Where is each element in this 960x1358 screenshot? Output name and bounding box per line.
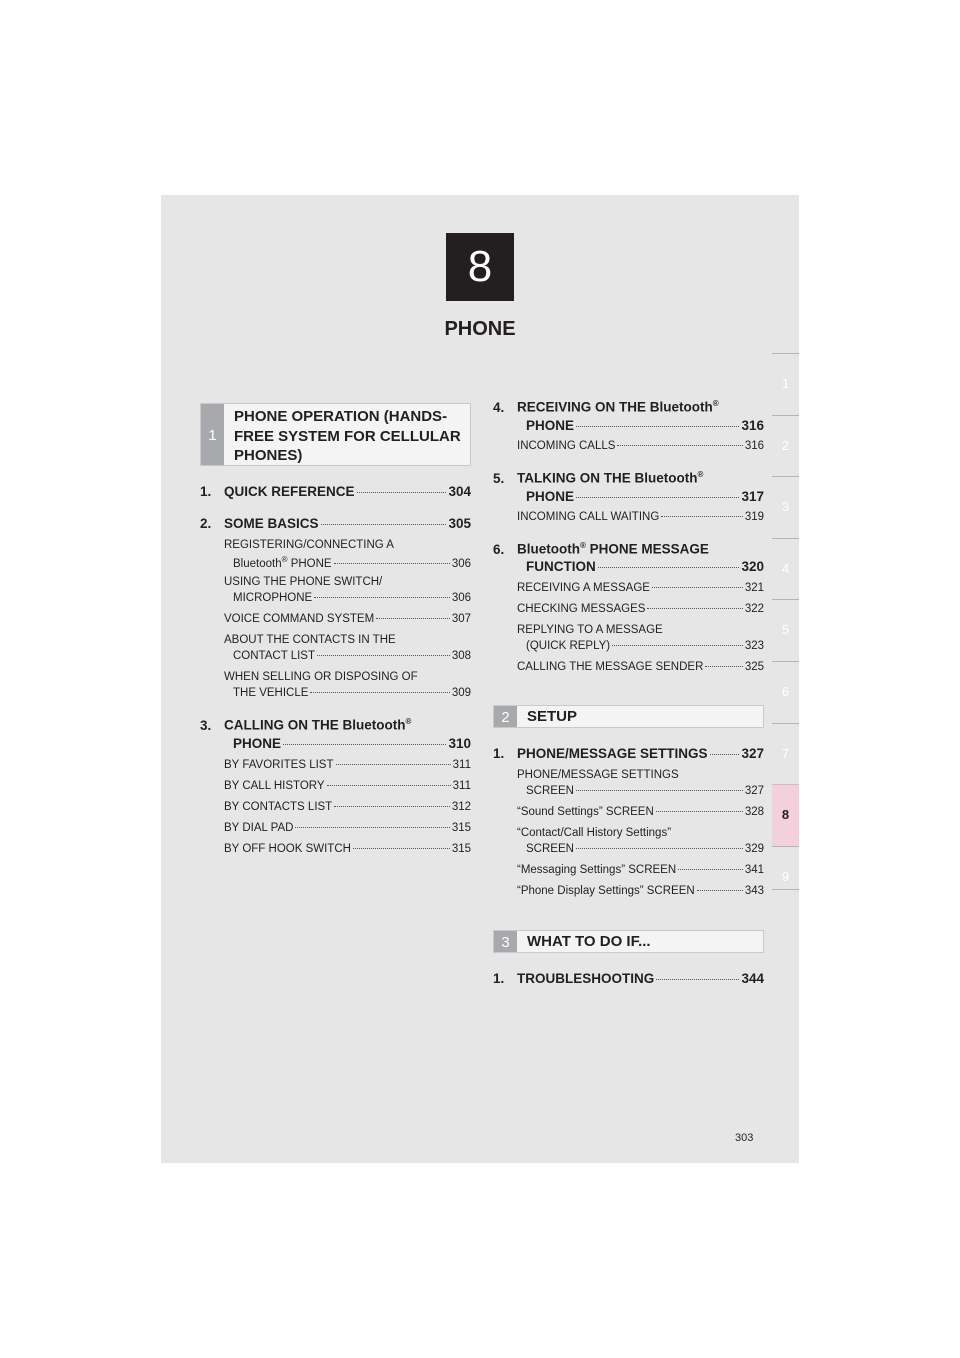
section-number: 2 (494, 706, 517, 727)
chapter-title: PHONE (444, 318, 516, 340)
toc-sub-replying-line1[interactable]: REPLYING TO A MESSAGE (517, 624, 663, 636)
toc-sub-off-hook[interactable]: BY OFF HOOK SWITCH 315 (224, 843, 471, 855)
chapter-tabs (772, 353, 799, 890)
chapter-tab-7[interactable]: 7 (772, 723, 799, 785)
chapter-tab-5[interactable]: 5 (772, 599, 799, 661)
toc-sub-contact-history[interactable]: SCREEN 329 (526, 843, 764, 855)
toc-entry-phone-message-settings[interactable]: 1. PHONE/MESSAGE SETTINGS 327 (493, 746, 764, 761)
section-header-1 (200, 403, 471, 466)
chapter-tab-2[interactable]: 2 (772, 415, 799, 477)
toc-sub-call-history[interactable]: BY CALL HISTORY 311 (224, 780, 471, 792)
toc-entry-receiving[interactable]: PHONE 316 (526, 418, 764, 433)
toc-sub-contacts-list[interactable]: BY CONTACTS LIST 312 (224, 801, 471, 813)
chapter-tab-4[interactable]: 4 (772, 538, 799, 600)
toc-entry-talking-line1[interactable]: 5. TALKING ON THE Bluetooth® (493, 470, 704, 486)
toc-sub-selling-line1[interactable]: WHEN SELLING OR DISPOSING OF (224, 671, 418, 683)
page-number: 303 (735, 1132, 754, 1144)
chapter-number: 8 (467, 242, 493, 291)
chapter-tab-9[interactable]: 9 (772, 846, 799, 890)
toc-entry-receiving-line1[interactable]: 4. RECEIVING ON THE Bluetooth® (493, 399, 719, 415)
toc-sub-settings-screen-line1[interactable]: PHONE/MESSAGE SETTINGS (517, 769, 679, 781)
toc-sub-contact-history-line1[interactable]: “Contact/Call History Settings” (517, 827, 672, 839)
toc-sub-voice-command[interactable]: VOICE COMMAND SYSTEM 307 (224, 613, 471, 625)
section-header-2 (493, 705, 764, 728)
toc-sub-phone-switch-line1[interactable]: USING THE PHONE SWITCH/ (224, 576, 383, 588)
toc-entry-quick-reference[interactable]: 1. QUICK REFERENCE 304 (200, 484, 471, 499)
toc-entry-calling-line1[interactable]: 3. CALLING ON THE Bluetooth® (200, 717, 412, 733)
toc-sub-receiving-message[interactable]: RECEIVING A MESSAGE 321 (517, 582, 764, 594)
toc-sub-phone-display-settings[interactable]: “Phone Display Settings” SCREEN 343 (517, 885, 764, 897)
toc-sub-registering[interactable]: Bluetooth® PHONE 306 (233, 555, 471, 570)
chapter-tab-6[interactable]: 6 (772, 661, 799, 723)
toc-sub-selling[interactable]: THE VEHICLE 309 (233, 687, 471, 699)
toc-sub-incoming-calls[interactable]: INCOMING CALLS 316 (517, 440, 764, 452)
toc-entry-talking[interactable]: PHONE 317 (526, 489, 764, 504)
chapter-tab-3[interactable]: 3 (772, 476, 799, 538)
section-header-3 (493, 930, 764, 953)
toc-sub-sound-settings[interactable]: “Sound Settings” SCREEN 328 (517, 806, 764, 818)
chapter-number-box (446, 233, 514, 301)
toc-sub-contacts[interactable]: CONTACT LIST 308 (233, 650, 471, 662)
toc-sub-settings-screen[interactable]: SCREEN 327 (526, 785, 764, 797)
chapter-tab-8-active[interactable]: 8 (772, 784, 799, 846)
section-title: WHAT TO DO IF... (527, 933, 651, 950)
toc-entry-calling[interactable]: PHONE 310 (233, 736, 471, 751)
toc-sub-contacts-line1[interactable]: ABOUT THE CONTACTS IN THE (224, 634, 396, 646)
toc-sub-call-waiting[interactable]: INCOMING CALL WAITING 319 (517, 511, 764, 523)
toc-entry-troubleshooting[interactable]: 1. TROUBLESHOOTING 344 (493, 971, 764, 986)
section-title: PHONE OPERATION (HANDS- FREE SYSTEM FOR CELLULAR PHONES) (234, 408, 461, 464)
toc-sub-messaging-settings[interactable]: “Messaging Settings” SCREEN 341 (517, 864, 764, 876)
toc-sub-checking-messages[interactable]: CHECKING MESSAGES 322 (517, 603, 764, 615)
toc-sub-registering-line1[interactable]: REGISTERING/CONNECTING A (224, 539, 394, 551)
toc-entry-message[interactable]: FUNCTION 320 (526, 559, 764, 574)
toc-sub-dial-pad[interactable]: BY DIAL PAD 315 (224, 822, 471, 834)
section-number: 3 (494, 931, 517, 952)
toc-sub-phone-switch[interactable]: MICROPHONE 306 (233, 592, 471, 604)
section-number: 1 (201, 404, 224, 465)
toc-entry-message-line1[interactable]: 6. Bluetooth® PHONE MESSAGE (493, 541, 709, 557)
toc-sub-replying[interactable]: (QUICK REPLY) 323 (526, 640, 764, 652)
section-title: SETUP (527, 708, 578, 725)
chapter-tab-1[interactable]: 1 (772, 353, 799, 415)
toc-sub-favorites[interactable]: BY FAVORITES LIST 311 (224, 759, 471, 771)
toc-entry-some-basics[interactable]: 2. SOME BASICS 305 (200, 516, 471, 531)
toc-sub-calling-sender[interactable]: CALLING THE MESSAGE SENDER 325 (517, 661, 764, 673)
